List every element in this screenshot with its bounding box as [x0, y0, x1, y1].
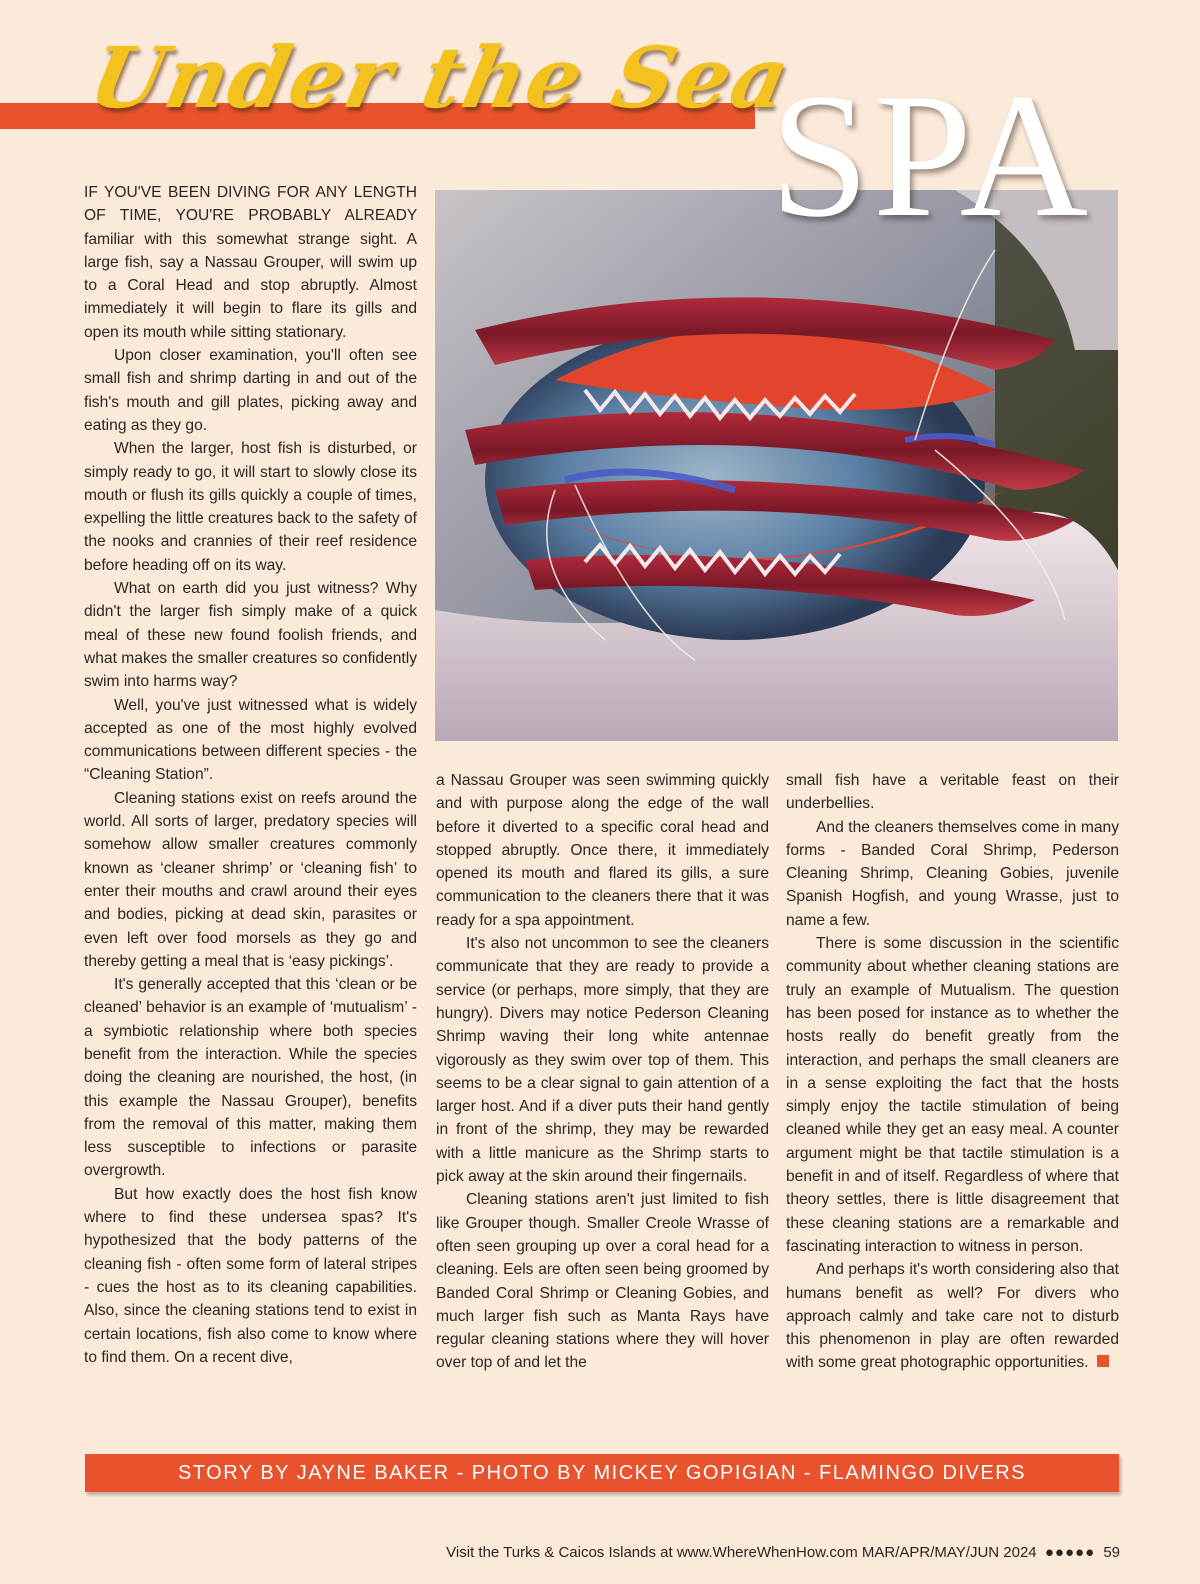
article-paragraph-1-body: familiar with this somewhat strange sight. A large fish, say a Nassau Grouper, will swim up to a Coral Head and stop abruptly. Almost immediately it will begin to flare its gills and open its mouth while sitting stationary. — [84, 230, 417, 341]
article-paragraph-5: Well, you've just witnessed what is widely accepted as one of the most highly evolved communications between different species - the “Cleaning Station”. — [84, 696, 417, 784]
article-paragraph-14: There is some discussion in the scientific community about whether cleaning stations are truly an example of Mutualism. The question has been posed for instance as to whether the hosts really do benefit greatly from the interaction, and perhaps the small cleaners are in a sense exploiting the fact that the hosts simply enjoy the tactile stimulation of being cleaned while they get an easy meal. A counter argument might be that tactile stimulation is a benefit in and of itself. Regardless of where that theory settles, there is little disagreement that these cleaning stations are a remarkable and fascinating interaction to witness in person. — [786, 935, 1119, 1255]
title-script: Under the Sea — [81, 28, 800, 127]
article-paragraph-9: a Nassau Grouper was seen swimming quickly and with purpose along the edge of the wall before it diverted to a specific coral head and stopped abruptly. Once there, it immediately opened its mouth and flared its gills, a sure communication to the cleaners there that it was ready for a spa appointment. — [436, 772, 769, 929]
article-paragraph-8: But how exactly does the host fish know where to find these undersea spas? It's hypothesized that the body patterns of the cleaning fish - often some form of lateral stripes - cues the host as to its cleaning capabilities. Also, since the cleaning stations tend to exist in certain locations, fish also come to know where to find them. On a recent dive, — [84, 1185, 417, 1366]
article-paragraph-4: What on earth did you just witness? Why didn't the larger fish simply make of a quick meal of these new found foolish friends, and what makes the smaller creatures so confidently swim into harms way? — [84, 580, 417, 691]
article-paragraph-6: Cleaning stations exist on reefs around the world. All sorts of larger, predatory species will somehow allow smaller creatures commonly known as ‘cleaner shrimp’ or ‘cleaning fish’ to enter their mouths and crawl around their eyes and bodies, picking at dead skin, parasites or even left over food morsels as they go and thereby getting a meal that is ‘easy pickings’. — [84, 789, 417, 970]
article-column-3 — [786, 769, 1119, 1375]
title-spa: SPA — [770, 56, 1093, 254]
article-paragraph-2: Upon closer examination, you'll often see small fish and shrimp darting in and out of the fish's mouth and gill plates, picking away and eating as they go. — [84, 347, 417, 434]
page-footer — [446, 1544, 1120, 1561]
article-paragraph-10: It's also not uncommon to see the cleaners communicate that they are ready to provide a service (or perhaps, more simply, that they are hungry). Divers may notice Pederson Cleaning Shrimp waving their long white antennae vigorously as they swim over top of them. This seems to be a clear signal to gain attention of a larger host. And if a diver puts their hand gently in front of the shrimp, they may be rewarded with a little manicure as the Shrimp starts to pick away at the skin around their fingernails. — [436, 935, 769, 1186]
article-lead-in: IF YOU'VE BEEN DIVING FOR ANY LENGTH OF TIME, YOU'RE PROBABLY ALREADY — [84, 184, 417, 225]
article-paragraph-13: And the cleaners themselves come in many forms - Banded Coral Shrimp, Pederson Cleaning Shrimp, Cleaning Gobies, juvenile Spanish Hogfish, and young Wrasse, just to name a few. — [786, 818, 1119, 929]
end-mark-icon — [1097, 1355, 1109, 1367]
article-paragraph-3: When the larger, host fish is disturbed, or simply ready to go, it will start to slowly close its mouth or flush its gills quickly a couple of times, expelling the little creatures back to the safety of the nooks and crannies of their reef residence before heading off on its way. — [84, 440, 417, 574]
article-paragraph-1 — [84, 181, 417, 344]
article-paragraph-7: It's generally accepted that this ‘clean or be cleaned’ behavior is an example of ‘mutualism’ - a symbiotic relationship where both species benefit from the interaction. While the species doing the cleaning are nourished, the host, (in this example the Nassau Grouper), benefits from the removal of this matter, making them less susceptible to infections or parasite overgrowth. — [84, 976, 417, 1180]
article-paragraph-12: small fish have a veritable feast on their underbellies. — [786, 772, 1119, 813]
footer-dots-icon: ●●●●● — [1044, 1544, 1096, 1561]
article-column-2 — [436, 769, 769, 1375]
grouper-cleaning-photo — [435, 190, 1118, 741]
credit-bar: STORY BY JAYNE BAKER - PHOTO BY MICKEY GOPIGIAN - FLAMINGO DIVERS — [85, 1454, 1119, 1492]
article-paragraph-11: Cleaning stations aren't just limited to fish like Grouper though. Smaller Creole Wrasse of often seen grouping up over a coral head for a cleaning. Eels are often seen being groomed by Banded Coral Shrimp or Cleaning Gobies, and much larger fish such as Manta Rays have regular cleaning stations where they will hover over top of and let the — [436, 1191, 769, 1372]
footer-text: Visit the Turks & Caicos Islands at www.WhereWhenHow.com MAR/APR/MAY/JUN 2024 — [446, 1544, 1037, 1561]
article-paragraph-15 — [786, 1258, 1119, 1374]
photo-illustration — [435, 190, 1118, 741]
article-paragraph-15-text: And perhaps it's worth considering also that humans benefit as well? For divers who approach calmly and take care not to disturb this phenomenon in play are often rewarded with some great photographic opportunities. — [786, 1261, 1119, 1372]
page-number: 59 — [1103, 1544, 1120, 1561]
article-column-1 — [84, 181, 417, 1369]
